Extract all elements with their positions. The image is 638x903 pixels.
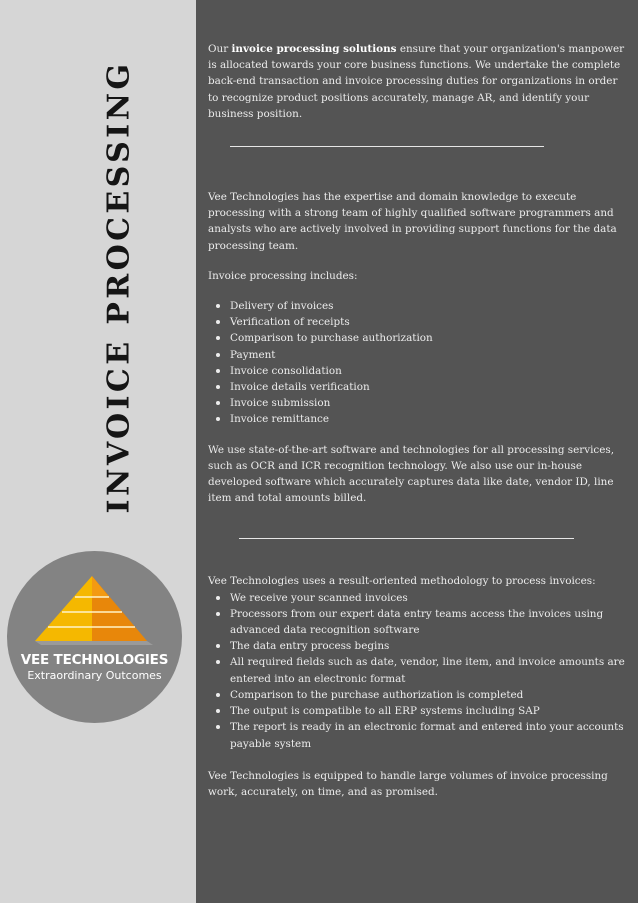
list-item: The output is compatible to all ERP systems including SAP xyxy=(208,703,626,719)
methodology-heading: Vee Technologies uses a result-oriented methodology to process invoices: xyxy=(208,575,596,588)
vertical-title-container xyxy=(98,37,140,537)
list-item: The data entry process begins xyxy=(208,638,626,654)
list-item: Delivery of invoices xyxy=(208,298,626,314)
section-divider xyxy=(239,538,574,539)
intro-prefix: Our xyxy=(208,43,232,55)
list-item: Verification of receipts xyxy=(208,314,626,330)
logo-tagline: Extraordinary Outcomes xyxy=(27,669,162,682)
list-item: Invoice consolidation xyxy=(208,363,626,379)
list-item: We receive your scanned invoices xyxy=(208,590,626,606)
page-title: INVOICE PROCESSING xyxy=(101,60,137,514)
includes-heading: Invoice processing includes: xyxy=(208,269,358,282)
left-sidebar-panel xyxy=(0,0,196,903)
list-item: Processors from our expert data entry teams access the invoices using advanced data recognition software xyxy=(208,606,626,638)
main-content xyxy=(208,41,626,800)
section-divider xyxy=(230,146,544,147)
logo-company-name: VEE TECHNOLOGIES xyxy=(20,652,169,668)
list-item: Invoice details verification xyxy=(208,379,626,395)
intro-text: ensure that your organization's manpower is allocated towards your core business functions. We undertake the complete back-end transaction and invoice processing duties for organizations in order to recognize product positions accurately, manage AR, and identify your business position. xyxy=(208,43,625,120)
methodology-list xyxy=(208,590,626,752)
intro-paragraph xyxy=(208,41,626,122)
software-paragraph: We use state-of-the-art software and technologies for all processing services, such as OCR and ICR recognition technology. We also use our in-house developed software which accurately captures data like date, vendor ID, line item and total amounts billed. xyxy=(208,443,615,505)
pyramid-logo-icon xyxy=(29,571,160,651)
list-item: Invoice submission xyxy=(208,395,626,411)
list-item: The report is ready in an electronic format and entered into your accounts payable system xyxy=(208,719,626,751)
includes-list xyxy=(208,298,626,428)
expertise-paragraph: Vee Technologies has the expertise and domain knowledge to execute processing with a strong team of highly qualified software programmers and analysts who are actively involved in providing support functions for the data processing team. xyxy=(208,191,617,252)
list-item: Comparison to the purchase authorization is completed xyxy=(208,687,626,703)
intro-highlight: invoice processing solutions xyxy=(231,43,397,55)
list-item: Invoice remittance xyxy=(208,411,626,427)
list-item: Comparison to purchase authorization xyxy=(208,330,626,346)
list-item: Payment xyxy=(208,347,626,363)
list-item: All required fields such as date, vendor, line item, and invoice amounts are entered into an electronic format xyxy=(208,654,626,686)
company-logo xyxy=(7,551,182,723)
closing-paragraph: Vee Technologies is equipped to handle large volumes of invoice processing work, accurately, on time, and as promised. xyxy=(208,769,608,798)
